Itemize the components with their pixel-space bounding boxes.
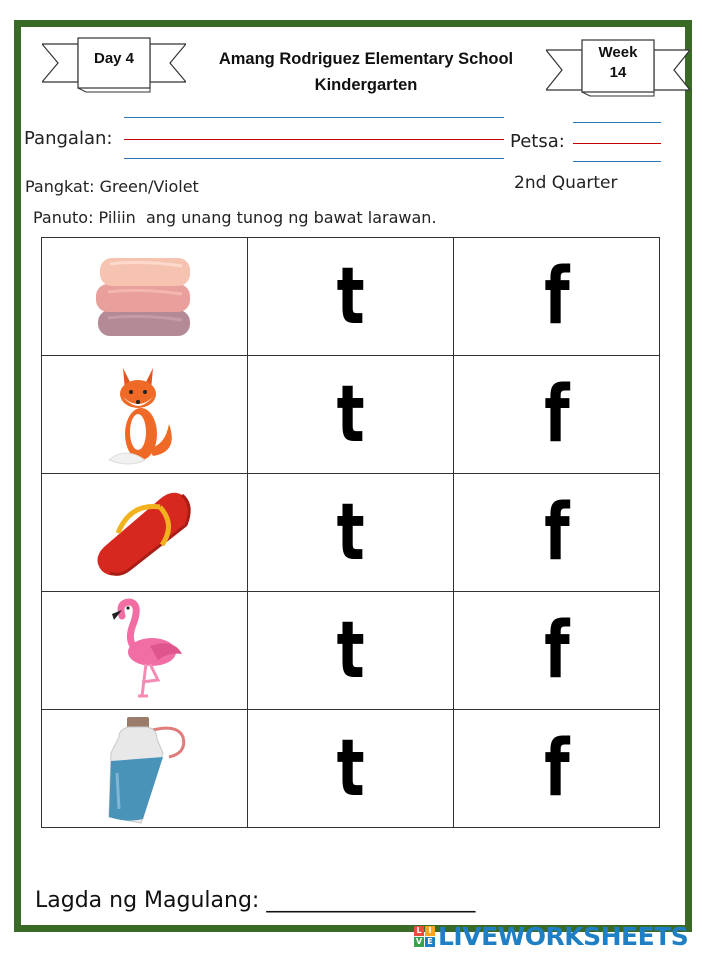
parent-signature-label[interactable]: Lagda ng Magulang: ___________________	[35, 888, 476, 913]
picture-cell	[42, 592, 248, 710]
option-cell-f[interactable]	[454, 710, 660, 828]
date-label: Petsa:	[510, 131, 565, 152]
option-cell-t[interactable]	[248, 710, 454, 828]
date-line-mid[interactable]	[573, 143, 661, 144]
option-letter-t: t	[336, 369, 365, 460]
option-letter-t: t	[336, 605, 365, 696]
fox-icon	[105, 360, 185, 470]
week-number: 14	[609, 64, 627, 81]
quarter-label: 2nd Quarter	[514, 173, 618, 193]
watermark-block: I	[425, 926, 435, 936]
date-line-top	[573, 122, 661, 123]
date-line-bottom	[573, 161, 661, 162]
option-letter-t: t	[336, 723, 365, 814]
option-cell-t[interactable]	[248, 474, 454, 592]
option-cell-t[interactable]	[248, 238, 454, 356]
day-label: Day 4	[93, 50, 135, 67]
section-label: Pangkat: Green/Violet	[25, 177, 199, 196]
instruction-text: Panuto: Piliin ang unang tunog ng bawat larawan.	[33, 208, 437, 227]
option-cell-f[interactable]	[454, 474, 660, 592]
option-letter-f: f	[543, 487, 570, 578]
watermark-text: LIVEWORKSHEETS	[438, 921, 689, 951]
name-line-mid[interactable]	[124, 139, 504, 140]
worksheet-table	[41, 237, 660, 828]
table-row	[42, 474, 660, 592]
option-letter-t: t	[336, 487, 365, 578]
school-title	[196, 46, 536, 98]
name-line-top	[124, 117, 504, 118]
option-letter-t: t	[336, 251, 365, 342]
week-label	[582, 43, 654, 83]
grade-level: Kindergarten	[314, 76, 418, 94]
option-cell-t[interactable]	[248, 592, 454, 710]
option-cell-f[interactable]	[454, 592, 660, 710]
school-name: Amang Rodriguez Elementary School	[218, 50, 514, 68]
flamingo-icon	[100, 596, 190, 706]
table-row	[42, 710, 660, 828]
option-cell-f[interactable]	[454, 238, 660, 356]
option-cell-t[interactable]	[248, 356, 454, 474]
flip-flop-icon	[90, 485, 200, 580]
table-row	[42, 238, 660, 356]
option-letter-f: f	[543, 723, 570, 814]
name-line-bottom	[124, 158, 504, 159]
watermark	[414, 922, 688, 950]
option-letter-f: f	[543, 251, 570, 342]
option-letter-f: f	[543, 605, 570, 696]
option-letter-f: f	[543, 369, 570, 460]
picture-cell	[42, 238, 248, 356]
watermark-block: V	[415, 936, 423, 946]
table-row	[42, 356, 660, 474]
table-row	[42, 592, 660, 710]
picture-cell	[42, 474, 248, 592]
week-word: Week	[598, 44, 638, 61]
watermark-block: E	[425, 937, 435, 947]
picture-cell	[42, 710, 248, 828]
water-bottle-icon	[97, 713, 192, 825]
towels-icon	[90, 252, 200, 342]
watermark-logo-icon	[414, 926, 435, 947]
watermark-block: L	[414, 926, 424, 936]
name-label: Pangalan:	[24, 128, 113, 149]
picture-cell	[42, 356, 248, 474]
option-cell-f[interactable]	[454, 356, 660, 474]
